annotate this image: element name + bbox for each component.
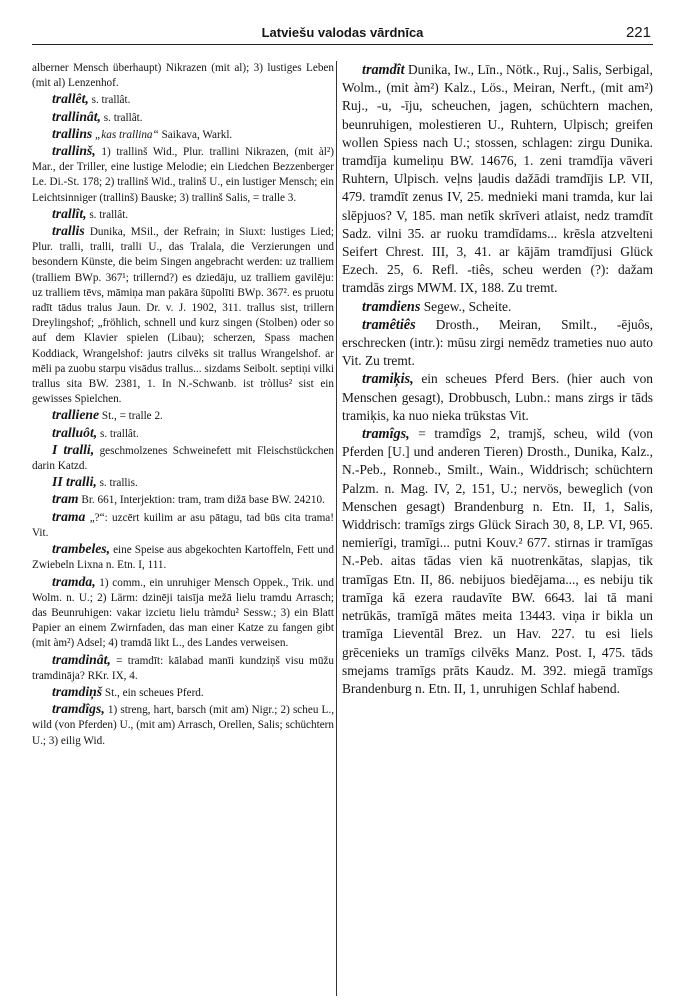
entry-headword: trambeles, bbox=[52, 541, 111, 557]
entry-body: „?“: uzcērt kuilim ar asu pātagu, tad būs cita trama! Vit. bbox=[32, 511, 334, 539]
dictionary-entry bbox=[32, 143, 334, 206]
dictionary-entry bbox=[32, 61, 334, 91]
entry-body: = tramdīt: kālabad manīi kundziņš visu mūžu tramdināja? RKr. IX, 4. bbox=[32, 654, 334, 682]
entry-headword: tramîgs, bbox=[362, 426, 410, 443]
entry-headword: II tralli, bbox=[52, 474, 97, 490]
dictionary-entry bbox=[32, 684, 334, 701]
dictionary-entry bbox=[32, 474, 334, 491]
entry-body: 1) comm., ein unruhiger Mensch Oppek., Trik. und Wolm. n. U.; 2) Lärm: dzinēji taisīja mežā lielu tramdu Arrasch; das Beunruhigen: vakar izcietu lielu tràmdu² Sessw.; 3) ein Blatt Papier an einem Zwirnfaden, das man einer Katze zu fangen gibt (mit àm²) Adsel; 4) tramdā likt L., des Landes verweisen. bbox=[32, 576, 334, 650]
entry-body: Segew., Scheite. bbox=[420, 298, 512, 314]
entry-body: s. trallât. bbox=[86, 208, 129, 221]
entry-body: ein scheues Pferd Bers. (hier auch von Menschen gesagt), Drobbusch, Lubn.: mans zirgs ir tāds tramiķis, ka nuo nieka trūkstas Vit. bbox=[342, 371, 653, 423]
page-header bbox=[32, 22, 653, 45]
entry-headword: trallinât, bbox=[52, 108, 101, 124]
entry-headword: trallît, bbox=[52, 205, 87, 221]
entry-body: geschmolzenes Schweinefett mit Fleischstückchen darin Katzd. bbox=[32, 444, 334, 473]
entry-body: = tramdîgs 2, tramjš, scheu, wild (von Pferden [U.] und anderen Tieren) Drosth., Dunika, Kalz., N.-Peb., Ronneb., Smilt., Wain., Widdrisch; schüchtern Palzm. n. Mag. IV, 2, 151, U.; nervös, beweglich (von Menschen gesagt) Brandenburg n. Etn. II, 1, Salis, Widdrisch: tramīgs zirgs Glück Sirach 30, 8, LP. VI, 965. nemierīgi, tramīgi... putni Kouv.² 677. stirnas ir tramīgas N.-Peb. aitas tādas vien kā nuotrenkātas, slapjas, tik tramīgas Etn. II, 86. nebijuos biedējama..., es nebiju tik tramīga kā ezera raudavīte BW. 6643. lai tā mani netrūkās, tramīgā mātes meita 13443. viņa ir bikla un tramīga Lieventāl Brez. un Hav. 227. tu esi liels grēcenieks un tramīgs cilvēks Manz. Post. I, 475. tāds smejams tramīgs prāts Kaudz. M. 392. miegā tramīgs Brandenburg n. Etn. II, 1, unruhigen Schlaf habend. bbox=[342, 426, 653, 696]
entry-body: eine Speise aus abgekochten Kartoffeln, Fett und Zwiebeln Lixna n. Etn. I, 111. bbox=[32, 544, 334, 572]
dictionary-entry bbox=[32, 541, 334, 573]
entry-headword: tramdiņš bbox=[52, 683, 103, 699]
entry-body: Drosth., Meiran, Smilt., -ējuôs, erschrecken (intr.): mūsu zirgi nemēdz trameties nuo auto Vit. Zu tremt. bbox=[342, 316, 653, 369]
entry-headword: trallis bbox=[52, 223, 85, 239]
entry-body: Br. 661, Interjektion: tram, tram dižā base BW. 24210. bbox=[78, 494, 325, 507]
entry-headword: tramêtiês bbox=[362, 316, 416, 333]
left-column bbox=[32, 61, 334, 749]
entry-headword: trallins bbox=[52, 125, 93, 141]
running-title: Latviešu valodas vārdnīca bbox=[261, 25, 424, 40]
entry-body: s. trallis. bbox=[96, 477, 138, 490]
entry-headword: tram bbox=[52, 491, 79, 507]
entry-headword: tramda, bbox=[52, 573, 96, 589]
dictionary-entry bbox=[342, 425, 653, 698]
dictionary-entry bbox=[342, 316, 653, 371]
entry-body: St., = tralle 2. bbox=[99, 410, 163, 423]
entry-body: alberner Mensch überhaupt) Nikrazen (mit al); 3) lustiges Leben (mit al) Lenzenhof. bbox=[32, 62, 334, 90]
dictionary-entry bbox=[342, 370, 653, 425]
column-divider bbox=[336, 61, 337, 996]
dictionary-entry bbox=[32, 491, 334, 508]
entry-headword: tramiķis, bbox=[362, 371, 414, 388]
entry-headword: tralluôt, bbox=[52, 424, 98, 440]
dictionary-entry bbox=[32, 652, 334, 684]
entry-body: s. trallât. bbox=[88, 94, 131, 107]
entry-body: 1) trallinš Wid., Plur. trallini Nikrazen, (mit àl²) Mar., der Triller, eine lustige Melodie; ein Liedchen Bezzenberger Le. Di.-St. 178; 2) trallinš Wid., tralinš U., ein lustiger Mensch; ein Leichtsinniger (trallinš) Bauske; 3) trallinš Salis, = tralle 3. bbox=[32, 146, 334, 204]
page-number: 221 bbox=[625, 24, 651, 41]
entry-body: s. trallât. bbox=[97, 427, 139, 440]
entry-headword: tramdiens bbox=[362, 298, 421, 315]
entry-body: Dunika, Iw., Līn., Nötk., Ruj., Salis, Serbigal, Wolm., (mit àm²) Kalz., Lös., Meiran, Nerft., (mit am²) Ruj., -u, -īju, scheuchen, jagen, schüchtern machen, beunruhigen, molestieren U., Ruhtern, Ulpisch; greifen wollen Spiess nach U.; stossen, schlagen: zirgu Dunika. tramdīja kumeliņu BW. 14676, 1. zeni tramdīja vāveri Ruhtern, Ulpisch. veļns ļaudis dažādi tramdījis LP. VII, 479. tramdīt zenus IV, 25. mednieki mani tramda, kur lai slēpjuos? V, 185. man netīk skrīveri atlaist, nedz tramdīt Sadz. vilni 35. ar ruoku tramdīdams... krēsla atzvelteni Seifert Chrest. III, 3, 41. ar kājām tramdījusi Glück Ezech. 25, 6. Refl. -tiês, scheu werden (?): dažam tramdās zirgs MWM. IX, 188. Zu tremt. bbox=[342, 62, 653, 296]
entry-headword: trama bbox=[52, 508, 86, 524]
entry-headword: tramdît bbox=[362, 62, 405, 78]
dictionary-entry bbox=[32, 126, 334, 143]
dictionary-entry bbox=[32, 701, 334, 749]
entry-body: St., ein scheues Pferd. bbox=[102, 686, 204, 699]
entry-body: Saikava, Warkl. bbox=[158, 128, 233, 141]
dictionary-entry bbox=[32, 223, 334, 407]
dictionary-entry bbox=[342, 61, 653, 298]
dictionary-entry bbox=[32, 407, 334, 424]
entry-headword: tramdîgs, bbox=[52, 701, 105, 717]
entry-headword: tralliene bbox=[52, 407, 100, 423]
dictionary-entry bbox=[342, 298, 653, 316]
right-column bbox=[342, 61, 653, 698]
dictionary-entry bbox=[32, 206, 334, 223]
dictionary-entry bbox=[32, 109, 334, 126]
dictionary-entry bbox=[32, 91, 334, 108]
dictionary-entry bbox=[32, 442, 334, 474]
entry-body: Dunika, MSil., der Refrain; in Siuxt: lustiges Lied; Plur. tralli, tralli, tralli U., das Tralala, die Verzierungen und besondern Künste, die beim Singen angebracht werden: uz tralliem (tralliem BWp. 367¹; trillernd?) es dziedāju, uz tralliem gavilēju: uz tralliem tēvs, māmiņa man pakāra šūpolīti BWp. 367². es pruotu radīt tādus tralus Jaun. Dr. v. J. 1902, 311. trallus sist, trillern Dreylingshof; „fröhlich, schnell und kurz singen (Stolben) oder so auf dem Klavier spielen (Libau); scherzen, Spass machen Koddiack, Wrangelshof: jautrs cilvēks sit trallus Wrangelshof. ar mēli pa zuobu starpu visādus trallus... sizdams Seibolt. septiņi vilki trallus sita BW. 2381, 1. In N.-Schwanb. ist tròllus² sist ein gewisses Spielchen. bbox=[32, 226, 334, 406]
entry-gloss: „kas trallina“ bbox=[92, 128, 159, 141]
entry-body: s. trallât. bbox=[100, 111, 143, 124]
entry-body: 1) streng, hart, barsch (mit am) Nigr.; 2) scheu L., wild (von Pferden) U., (mit am) Arrasch, Orellen, Salis; schüchtern U.; 3) eilig Wid. bbox=[32, 704, 334, 747]
entry-headword: tramdinât, bbox=[52, 651, 111, 667]
entry-headword: trallinš, bbox=[52, 143, 96, 159]
dictionary-entry bbox=[32, 574, 334, 652]
dictionary-entry bbox=[32, 425, 334, 442]
dictionary-entry bbox=[32, 509, 334, 541]
entry-headword: trallêt, bbox=[52, 91, 89, 107]
entry-headword: I tralli, bbox=[52, 441, 95, 457]
